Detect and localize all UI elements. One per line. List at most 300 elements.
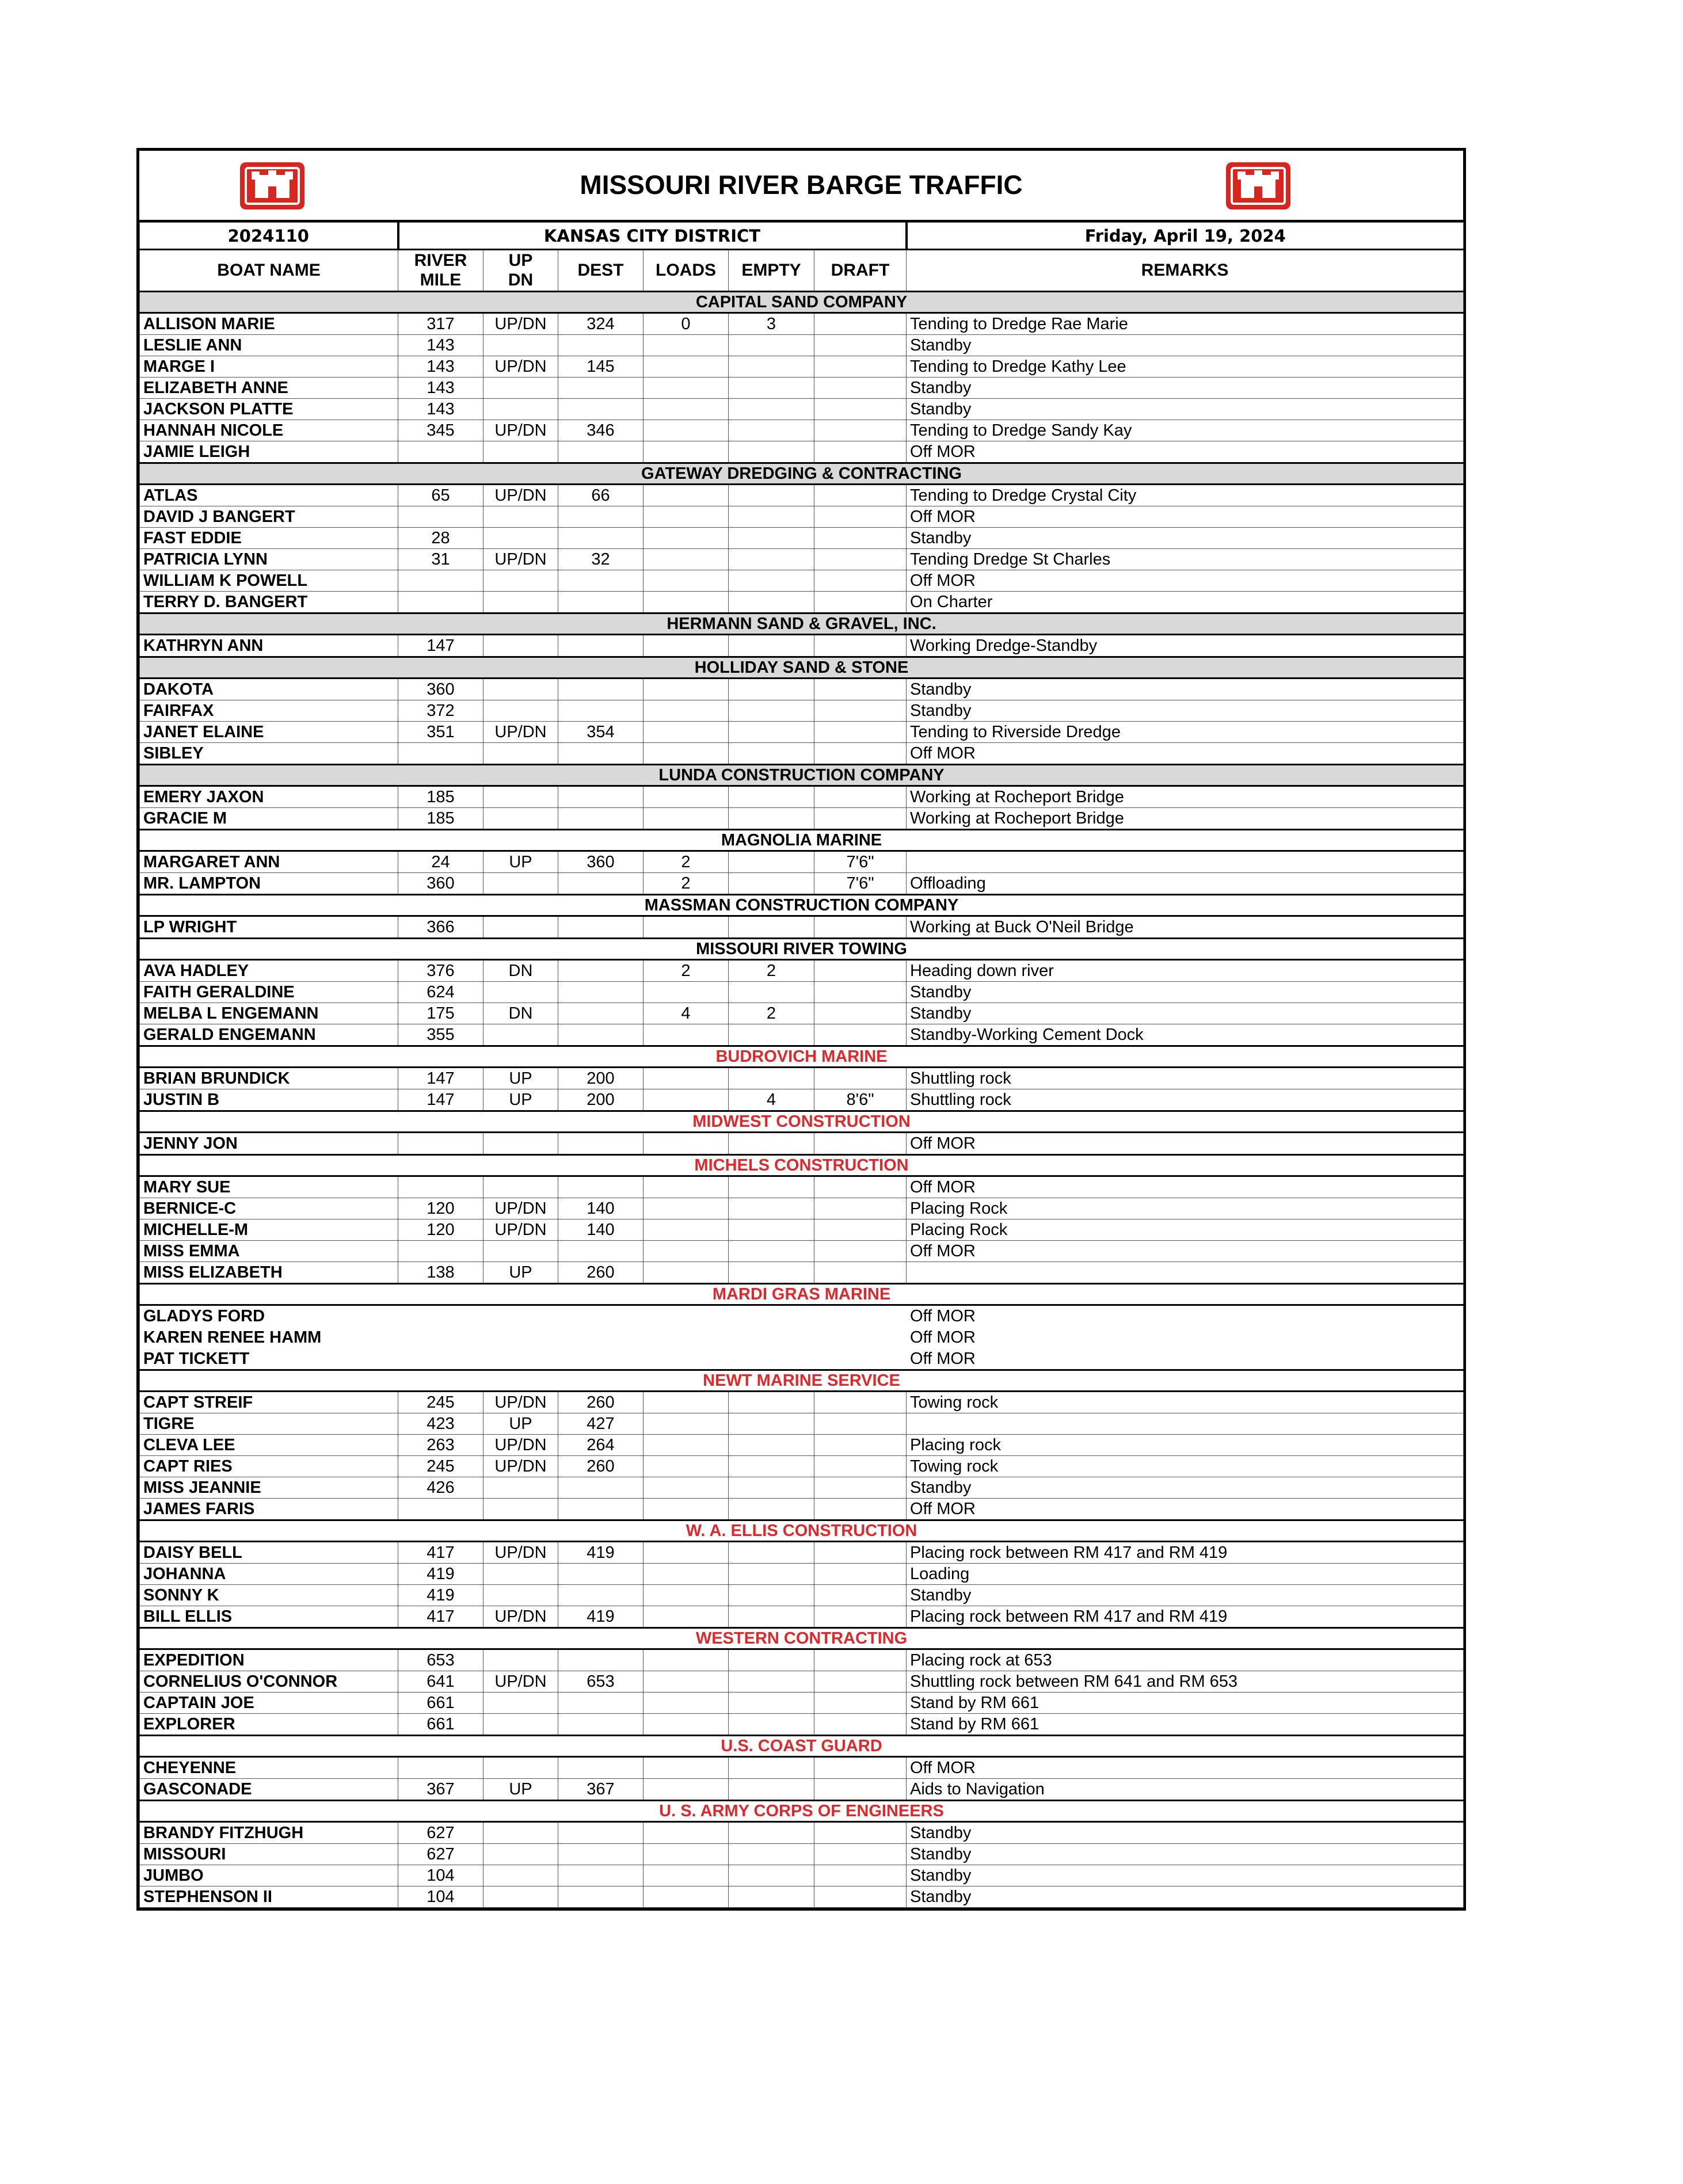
cell-empty: [729, 1176, 814, 1198]
cell-boat: BILL ELLIS: [140, 1606, 398, 1628]
cell-dir: DN: [483, 1003, 558, 1024]
cell-empty: 4: [729, 1089, 814, 1111]
cell-loads: [644, 528, 729, 549]
cell-loads: [644, 679, 729, 700]
cell-empty: [729, 1219, 814, 1241]
cell-empty: [729, 1606, 814, 1628]
cell-remarks: Standby: [907, 982, 1464, 1003]
cell-empty: [729, 1477, 814, 1499]
cell-draft: [814, 1585, 907, 1606]
cell-remarks: Standby: [907, 1886, 1464, 1908]
cell-boat: DAVID J BANGERT: [140, 506, 398, 528]
district-name: KANSAS CITY DISTRICT: [398, 223, 907, 250]
cell-loads: [644, 420, 729, 441]
cell-remarks: Standby: [907, 1477, 1464, 1499]
cell-loads: [644, 1241, 729, 1262]
table-row: [140, 1068, 1464, 1089]
cell-dest: [558, 960, 644, 982]
cell-dir: [483, 916, 558, 939]
cell-dest: 367: [558, 1779, 644, 1801]
cell-empty: [729, 1392, 814, 1413]
cell-boat: DAISY BELL: [140, 1542, 398, 1564]
cell-dir: UP: [483, 851, 558, 873]
col-remarks: REMARKS: [907, 250, 1464, 292]
cell-dir: [483, 1693, 558, 1714]
cell-loads: [644, 1585, 729, 1606]
cell-boat: MICHELLE-M: [140, 1219, 398, 1241]
cell-boat: MR. LAMPTON: [140, 873, 398, 895]
table-row: [140, 1649, 1464, 1671]
cell-dest: [558, 1499, 644, 1520]
table-row: [140, 679, 1464, 700]
company-name: MIDWEST CONSTRUCTION: [140, 1111, 1464, 1133]
cell-draft: [814, 1348, 907, 1370]
cell-dir: UP: [483, 1068, 558, 1089]
cell-dest: [558, 335, 644, 356]
company-name: LUNDA CONSTRUCTION COMPANY: [140, 765, 1464, 786]
cell-boat: TERRY D. BANGERT: [140, 592, 398, 613]
cell-empty: [729, 1542, 814, 1564]
cell-mile: 360: [398, 679, 483, 700]
cell-mile: [398, 1348, 483, 1370]
cell-remarks: Off MOR: [907, 441, 1464, 463]
company-name: MASSMAN CONSTRUCTION COMPANY: [140, 895, 1464, 916]
cell-remarks: Standby: [907, 1822, 1464, 1844]
cell-dest: [558, 1477, 644, 1499]
table-row: [140, 1024, 1464, 1046]
cell-mile: 147: [398, 635, 483, 657]
cell-dir: [483, 1714, 558, 1736]
title-bar: [139, 151, 1463, 222]
cell-remarks: Tending to Dredge Rae Marie: [907, 313, 1464, 335]
table-row: [140, 722, 1464, 743]
cell-remarks: Stand by RM 661: [907, 1714, 1464, 1736]
cell-remarks: Placing rock between RM 417 and RM 419: [907, 1542, 1464, 1564]
cell-remarks: Off MOR: [907, 1348, 1464, 1370]
cell-mile: [398, 743, 483, 765]
cell-dest: [558, 873, 644, 895]
cell-remarks: On Charter: [907, 592, 1464, 613]
table-row: [140, 700, 1464, 722]
cell-boat: GASCONADE: [140, 1779, 398, 1801]
cell-draft: [814, 1003, 907, 1024]
cell-draft: [814, 313, 907, 335]
cell-dest: [558, 1003, 644, 1024]
cell-dir: [483, 1564, 558, 1585]
cell-dest: 32: [558, 549, 644, 570]
cell-remarks: Tending to Dredge Sandy Kay: [907, 420, 1464, 441]
table-row: [140, 420, 1464, 441]
cell-loads: [644, 1757, 729, 1779]
cell-dir: [483, 1757, 558, 1779]
company-name: U. S. ARMY CORPS OF ENGINEERS: [140, 1801, 1464, 1822]
cell-loads: 0: [644, 313, 729, 335]
cell-dest: 140: [558, 1219, 644, 1241]
cell-loads: [644, 1413, 729, 1435]
cell-dest: [558, 506, 644, 528]
cell-remarks: Shuttling rock: [907, 1089, 1464, 1111]
cell-remarks: Tending to Dredge Crystal City: [907, 485, 1464, 506]
cell-boat: CLEVA LEE: [140, 1435, 398, 1456]
company-header: [140, 613, 1464, 635]
cell-remarks: Shuttling rock: [907, 1068, 1464, 1089]
cell-dest: [558, 1024, 644, 1046]
cell-loads: [644, 1435, 729, 1456]
cell-dest: [558, 982, 644, 1003]
cell-empty: [729, 679, 814, 700]
cell-mile: [398, 570, 483, 592]
cell-dir: [483, 1649, 558, 1671]
cell-mile: 175: [398, 1003, 483, 1024]
table-row: [140, 528, 1464, 549]
cell-remarks: Heading down river: [907, 960, 1464, 982]
company-header: [140, 765, 1464, 786]
table-row: [140, 1392, 1464, 1413]
cell-draft: [814, 1456, 907, 1477]
cell-boat: MARGE I: [140, 356, 398, 378]
cell-dest: [558, 1564, 644, 1585]
table-row: [140, 378, 1464, 399]
cell-dest: [558, 1585, 644, 1606]
cell-empty: [729, 1757, 814, 1779]
cell-empty: [729, 1779, 814, 1801]
cell-boat: JUSTIN B: [140, 1089, 398, 1111]
cell-draft: [814, 1413, 907, 1435]
cell-draft: [814, 960, 907, 982]
cell-dest: [558, 1865, 644, 1886]
corps-castle-logo-icon-right: [1226, 162, 1290, 209]
cell-dir: [483, 700, 558, 722]
cell-dir: UP/DN: [483, 1392, 558, 1413]
cell-loads: [644, 1262, 729, 1284]
table-row: [140, 1456, 1464, 1477]
cell-dir: [483, 786, 558, 808]
cell-mile: [398, 1327, 483, 1348]
cell-draft: [814, 1477, 907, 1499]
cell-mile: 263: [398, 1435, 483, 1456]
cell-draft: [814, 1649, 907, 1671]
cell-dest: [558, 1348, 644, 1370]
cell-empty: [729, 335, 814, 356]
cell-empty: [729, 1671, 814, 1693]
cell-loads: [644, 1133, 729, 1155]
cell-loads: [644, 743, 729, 765]
cell-dir: [483, 1176, 558, 1198]
cell-mile: 28: [398, 528, 483, 549]
cell-remarks: Loading: [907, 1564, 1464, 1585]
cell-draft: [814, 420, 907, 441]
cell-loads: [644, 1219, 729, 1241]
cell-draft: [814, 1865, 907, 1886]
cell-dir: [483, 441, 558, 463]
cell-loads: [644, 1499, 729, 1520]
cell-draft: [814, 700, 907, 722]
table-row: [140, 441, 1464, 463]
table-row: [140, 1499, 1464, 1520]
cell-boat: JACKSON PLATTE: [140, 399, 398, 420]
barge-table: [139, 222, 1464, 1908]
cell-loads: [644, 1068, 729, 1089]
page-title: MISSOURI RIVER BARGE TRAFFIC: [580, 170, 1023, 200]
table-row: [140, 1844, 1464, 1865]
cell-mile: 627: [398, 1822, 483, 1844]
cell-dest: 346: [558, 420, 644, 441]
cell-dest: [558, 743, 644, 765]
cell-mile: 104: [398, 1865, 483, 1886]
cell-mile: 419: [398, 1564, 483, 1585]
cell-remarks: Off MOR: [907, 743, 1464, 765]
cell-mile: 138: [398, 1262, 483, 1284]
cell-mile: 147: [398, 1068, 483, 1089]
cell-boat: JAMES FARIS: [140, 1499, 398, 1520]
cell-mile: 143: [398, 378, 483, 399]
cell-mile: 24: [398, 851, 483, 873]
cell-remarks: Standby: [907, 378, 1464, 399]
cell-dest: 419: [558, 1542, 644, 1564]
cell-remarks: Tending Dredge St Charles: [907, 549, 1464, 570]
table-row: [140, 1886, 1464, 1908]
company-header: [140, 1628, 1464, 1649]
cell-dest: [558, 1327, 644, 1348]
cell-empty: [729, 399, 814, 420]
cell-dir: [483, 679, 558, 700]
cell-dest: [558, 378, 644, 399]
cell-loads: 2: [644, 873, 729, 895]
cell-dest: 360: [558, 851, 644, 873]
company-header: [140, 1111, 1464, 1133]
table-row: [140, 506, 1464, 528]
cell-boat: JUMBO: [140, 1865, 398, 1886]
cell-draft: [814, 1262, 907, 1284]
cell-mile: [398, 1499, 483, 1520]
cell-loads: [644, 808, 729, 830]
table-row: [140, 1779, 1464, 1801]
cell-dir: [483, 743, 558, 765]
cell-remarks: [907, 851, 1464, 873]
cell-boat: BRIAN BRUNDICK: [140, 1068, 398, 1089]
cell-empty: [729, 1435, 814, 1456]
cell-boat: EXPEDITION: [140, 1649, 398, 1671]
cell-empty: [729, 635, 814, 657]
cell-dest: 653: [558, 1671, 644, 1693]
company-header: [140, 1801, 1464, 1822]
table-row: [140, 592, 1464, 613]
cell-mile: 147: [398, 1089, 483, 1111]
cell-draft: [814, 1886, 907, 1908]
cell-dest: [558, 1133, 644, 1155]
company-header: [140, 1520, 1464, 1542]
cell-dir: [483, 506, 558, 528]
cell-dest: [558, 1241, 644, 1262]
cell-draft: [814, 485, 907, 506]
cell-empty: [729, 528, 814, 549]
cell-dest: 419: [558, 1606, 644, 1628]
cell-dir: UP/DN: [483, 722, 558, 743]
cell-dest: [558, 700, 644, 722]
cell-remarks: Shuttling rock between RM 641 and RM 653: [907, 1671, 1464, 1693]
cell-empty: [729, 441, 814, 463]
cell-loads: [644, 549, 729, 570]
cell-dir: [483, 335, 558, 356]
cell-boat: GERALD ENGEMANN: [140, 1024, 398, 1046]
cell-empty: [729, 1822, 814, 1844]
cell-remarks: Placing rock: [907, 1435, 1464, 1456]
column-header-row: [140, 250, 1464, 292]
barge-traffic-report: [136, 148, 1466, 1911]
cell-loads: [644, 1822, 729, 1844]
cell-dest: [558, 570, 644, 592]
table-row: [140, 960, 1464, 982]
cell-mile: 120: [398, 1198, 483, 1219]
cell-dir: UP/DN: [483, 1198, 558, 1219]
cell-remarks: Off MOR: [907, 1176, 1464, 1198]
cell-boat: FAST EDDIE: [140, 528, 398, 549]
col-empty: EMPTY: [729, 250, 814, 292]
cell-boat: AVA HADLEY: [140, 960, 398, 982]
cell-remarks: Off MOR: [907, 1305, 1464, 1327]
cell-dir: [483, 635, 558, 657]
cell-remarks: Standby: [907, 700, 1464, 722]
cell-dir: [483, 1886, 558, 1908]
cell-boat: GLADYS FORD: [140, 1305, 398, 1327]
cell-boat: SONNY K: [140, 1585, 398, 1606]
table-row: [140, 1348, 1464, 1370]
cell-dir: [483, 982, 558, 1003]
table-row: [140, 1198, 1464, 1219]
company-header: [140, 1284, 1464, 1305]
cell-empty: [729, 1024, 814, 1046]
cell-draft: [814, 1757, 907, 1779]
cell-dir: UP: [483, 1413, 558, 1435]
cell-dest: [558, 592, 644, 613]
cell-remarks: Placing Rock: [907, 1219, 1464, 1241]
cell-dest: [558, 916, 644, 939]
cell-dir: UP/DN: [483, 356, 558, 378]
cell-loads: [644, 1886, 729, 1908]
cell-mile: 624: [398, 982, 483, 1003]
cell-draft: [814, 635, 907, 657]
cell-mile: 143: [398, 356, 483, 378]
cell-dest: [558, 635, 644, 657]
cell-dest: 260: [558, 1456, 644, 1477]
cell-draft: [814, 1435, 907, 1456]
table-row: [140, 1542, 1464, 1564]
cell-mile: 143: [398, 399, 483, 420]
cell-remarks: Placing rock between RM 417 and RM 419: [907, 1606, 1464, 1628]
cell-dir: [483, 1585, 558, 1606]
cell-dir: [483, 399, 558, 420]
cell-boat: ATLAS: [140, 485, 398, 506]
cell-loads: [644, 635, 729, 657]
cell-mile: 245: [398, 1456, 483, 1477]
table-row: [140, 851, 1464, 873]
cell-loads: [644, 1198, 729, 1219]
cell-mile: 426: [398, 1477, 483, 1499]
cell-remarks: Tending to Riverside Dredge: [907, 722, 1464, 743]
cell-loads: [644, 506, 729, 528]
table-row: [140, 1219, 1464, 1241]
cell-mile: [398, 1241, 483, 1262]
cell-empty: [729, 1585, 814, 1606]
cell-boat: HANNAH NICOLE: [140, 420, 398, 441]
company-name: MAGNOLIA MARINE: [140, 830, 1464, 851]
company-name: WESTERN CONTRACTING: [140, 1628, 1464, 1649]
table-row: [140, 1477, 1464, 1499]
cell-loads: [644, 1392, 729, 1413]
cell-boat: CAPTAIN JOE: [140, 1693, 398, 1714]
cell-boat: GRACIE M: [140, 808, 398, 830]
cell-mile: [398, 441, 483, 463]
cell-empty: [729, 743, 814, 765]
cell-draft: [814, 1198, 907, 1219]
cell-dir: UP/DN: [483, 549, 558, 570]
cell-boat: KAREN RENEE HAMM: [140, 1327, 398, 1348]
company-name: U.S. COAST GUARD: [140, 1736, 1464, 1757]
cell-empty: [729, 982, 814, 1003]
company-header: [140, 292, 1464, 313]
table-row: [140, 1822, 1464, 1844]
cell-remarks: Working at Buck O'Neil Bridge: [907, 916, 1464, 939]
cell-dir: UP/DN: [483, 1671, 558, 1693]
cell-empty: [729, 1262, 814, 1284]
cell-remarks: [907, 1413, 1464, 1435]
cell-dir: [483, 592, 558, 613]
company-header: [140, 657, 1464, 679]
cell-dir: UP/DN: [483, 1456, 558, 1477]
table-row: [140, 313, 1464, 335]
company-name: HOLLIDAY SAND & STONE: [140, 657, 1464, 679]
table-row: [140, 1176, 1464, 1198]
cell-dir: [483, 1241, 558, 1262]
cell-mile: 317: [398, 313, 483, 335]
cell-dir: UP/DN: [483, 1435, 558, 1456]
cell-remarks: Off MOR: [907, 1241, 1464, 1262]
cell-boat: CAPT STREIF: [140, 1392, 398, 1413]
cell-draft: [814, 506, 907, 528]
col-draft: DRAFT: [814, 250, 907, 292]
cell-dest: 354: [558, 722, 644, 743]
cell-mile: [398, 506, 483, 528]
cell-loads: [644, 592, 729, 613]
cell-empty: [729, 873, 814, 895]
cell-remarks: Working at Rocheport Bridge: [907, 786, 1464, 808]
cell-remarks: Off MOR: [907, 1327, 1464, 1348]
cell-empty: [729, 808, 814, 830]
cell-draft: [814, 1499, 907, 1520]
table-row: [140, 1714, 1464, 1736]
cell-boat: MISS JEANNIE: [140, 1477, 398, 1499]
cell-dest: 324: [558, 313, 644, 335]
cell-dest: [558, 528, 644, 549]
cell-loads: [644, 1844, 729, 1865]
cell-mile: 345: [398, 420, 483, 441]
cell-boat: MISS ELIZABETH: [140, 1262, 398, 1284]
cell-mile: 120: [398, 1219, 483, 1241]
cell-dest: 260: [558, 1392, 644, 1413]
cell-boat: JANET ELAINE: [140, 722, 398, 743]
table-row: [140, 635, 1464, 657]
table-row: [140, 1757, 1464, 1779]
cell-draft: 7'6": [814, 873, 907, 895]
table-row: [140, 485, 1464, 506]
cell-empty: [729, 851, 814, 873]
cell-dest: [558, 441, 644, 463]
cell-boat: LESLIE ANN: [140, 335, 398, 356]
cell-dir: UP: [483, 1089, 558, 1111]
cell-dest: [558, 1649, 644, 1671]
cell-dir: [483, 1822, 558, 1844]
cell-boat: KATHRYN ANN: [140, 635, 398, 657]
